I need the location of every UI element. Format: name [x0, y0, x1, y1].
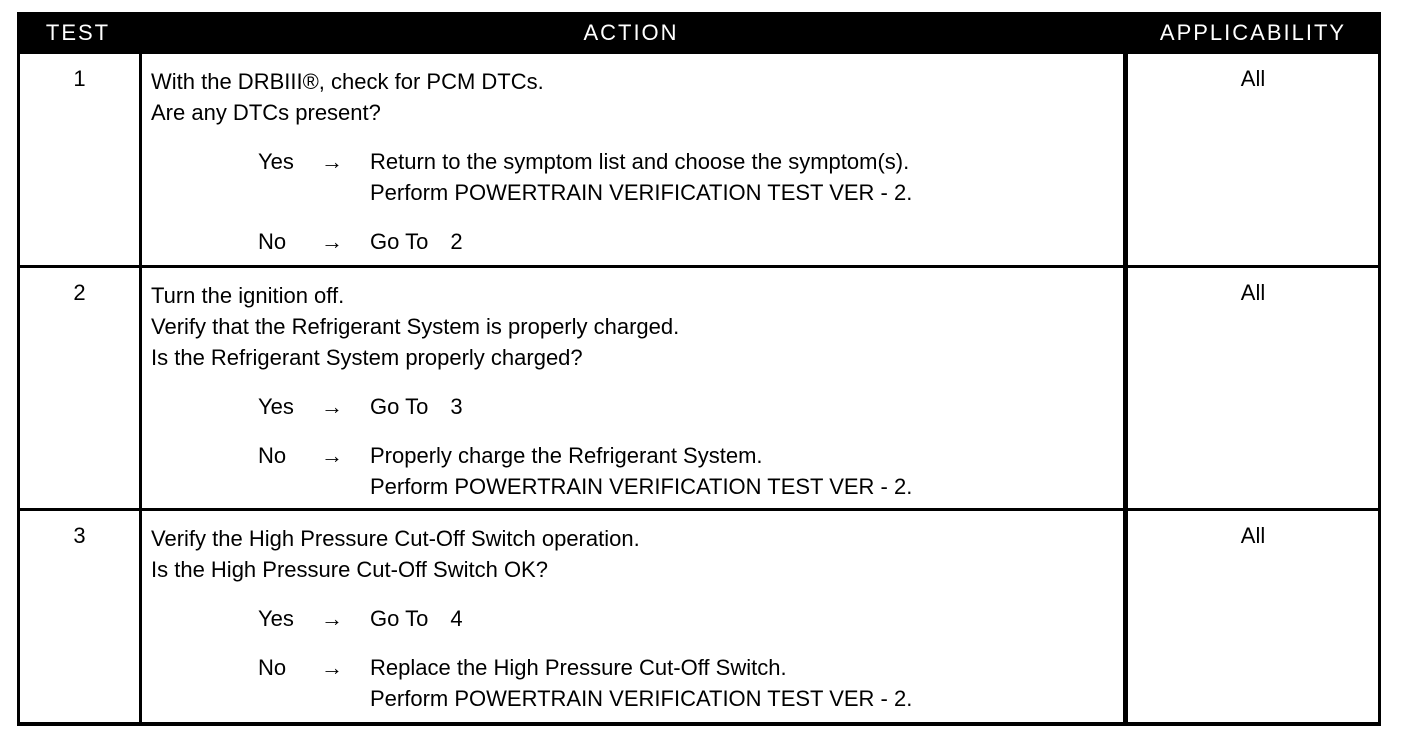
yes-result — [370, 146, 912, 208]
header-applicability: APPLICABILITY — [1159, 20, 1347, 45]
action-question: Turn the ignition off. — [151, 283, 345, 308]
arrow-icon: → — [321, 606, 343, 631]
result-line: Perform POWERTRAIN VERIFICATION TEST VER - 2. — [370, 180, 913, 205]
yes-label: Yes — [258, 149, 294, 174]
applicability-cell: All — [1128, 268, 1378, 508]
no-label: No — [258, 655, 287, 680]
action-cell — [142, 54, 1123, 265]
applicability-cell: All — [1128, 511, 1378, 722]
test-number: 3 — [20, 511, 139, 722]
no-branch — [151, 440, 1123, 502]
no-result — [370, 226, 463, 257]
goto-number: 3 — [450, 394, 463, 419]
yes-label: Yes — [258, 394, 294, 419]
yes-result — [370, 391, 463, 422]
no-branch — [151, 226, 1123, 257]
result-line: Perform POWERTRAIN VERIFICATION TEST VER - 2. — [370, 686, 913, 711]
action-cell — [142, 511, 1123, 722]
test-number: 1 — [20, 54, 139, 265]
yes-result — [370, 603, 463, 634]
action-question: Verify that the Refrigerant System is properly charged. — [151, 314, 680, 339]
yes-branch — [151, 603, 1123, 634]
action-question: Verify the High Pressure Cut-Off Switch operation. — [151, 526, 640, 551]
goto-label: Go To — [370, 394, 429, 419]
arrow-icon: → — [321, 149, 343, 174]
test-number: 2 — [20, 268, 139, 508]
result-line: Properly charge the Refrigerant System. — [370, 443, 763, 468]
header-test: TEST — [45, 20, 111, 45]
arrow-icon: → — [321, 443, 343, 468]
result-line: Replace the High Pressure Cut-Off Switch. — [370, 655, 787, 680]
header-action: ACTION — [583, 20, 679, 45]
arrow-icon: → — [321, 655, 343, 680]
no-branch — [151, 652, 1123, 714]
goto-label: Go To — [370, 229, 429, 254]
result-line: Perform POWERTRAIN VERIFICATION TEST VER - 2. — [370, 474, 913, 499]
goto-number: 2 — [450, 229, 463, 254]
action-question: Is the High Pressure Cut-Off Switch OK? — [151, 557, 548, 582]
result-line: Return to the symptom list and choose the symptom(s). — [370, 149, 910, 174]
action-cell — [142, 268, 1123, 508]
no-label: No — [258, 443, 287, 468]
goto-label: Go To — [370, 606, 429, 631]
yes-branch — [151, 146, 1123, 208]
no-result — [370, 440, 912, 502]
yes-branch — [151, 391, 1123, 422]
no-label: No — [258, 229, 287, 254]
applicability-cell: All — [1128, 54, 1378, 265]
goto-number: 4 — [450, 606, 463, 631]
diagnostic-test-table — [17, 12, 1381, 726]
arrow-icon: → — [321, 229, 343, 254]
action-question: Are any DTCs present? — [151, 100, 381, 125]
yes-label: Yes — [258, 606, 294, 631]
no-result — [370, 652, 912, 714]
arrow-icon: → — [321, 394, 343, 419]
action-question: With the DRBIII®, check for PCM DTCs. — [151, 69, 544, 94]
action-question: Is the Refrigerant System properly charged? — [151, 345, 583, 370]
